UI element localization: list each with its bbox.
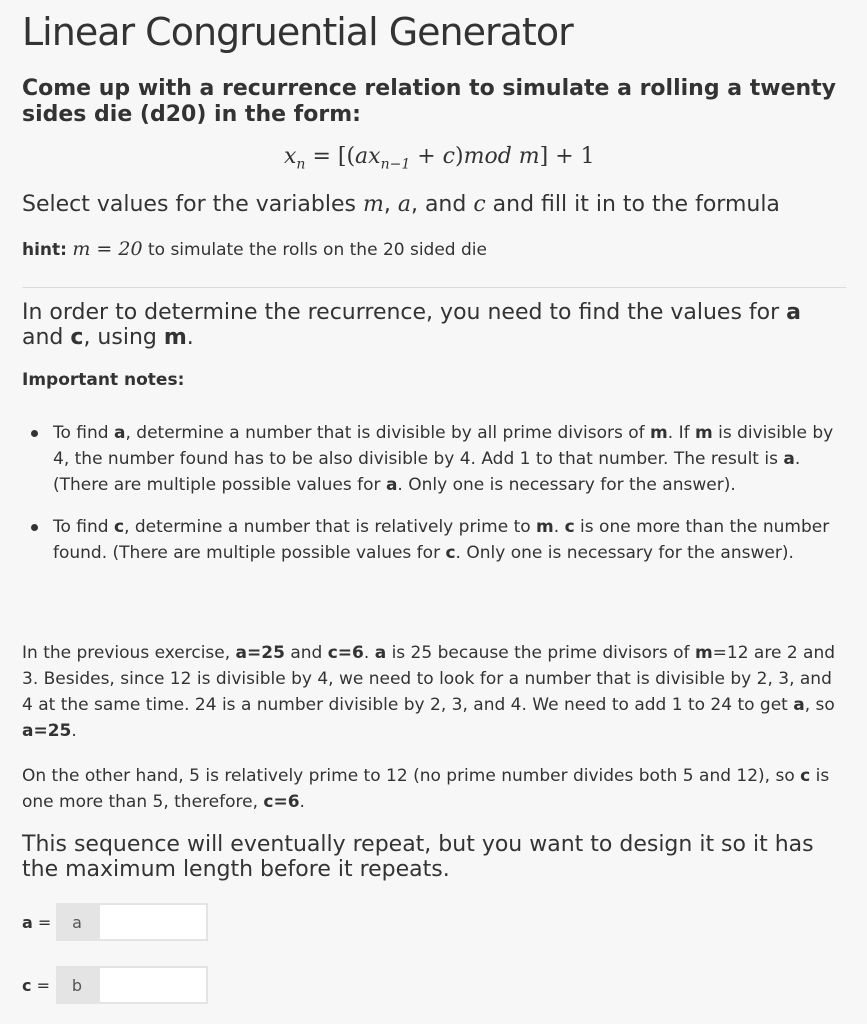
note-text: To find	[53, 517, 114, 537]
a-label	[22, 913, 56, 932]
para-bold: c=6	[327, 643, 364, 663]
sequence-note: This sequence will eventually repeat, but you want to design it so it has the maximum length before it repeats.	[22, 832, 814, 882]
intro-part: and	[22, 325, 71, 350]
note-text: , determine a number that is divisible by all prime divisors of	[125, 423, 651, 443]
intro-part: .	[186, 325, 194, 350]
note-bold: m	[694, 423, 713, 443]
answer-row-c	[22, 966, 208, 1004]
note-bold: c	[564, 517, 575, 537]
notes-title: Important notes:	[22, 370, 185, 390]
select-sep: ,	[383, 192, 398, 217]
select-text: and fill it in to the formula	[485, 192, 780, 217]
note-bold: c	[113, 517, 125, 537]
hint	[22, 238, 487, 260]
para-bold: a	[793, 695, 805, 715]
formula-lhs: x	[284, 144, 297, 169]
var-m: m	[362, 192, 384, 217]
section-divider	[22, 287, 846, 288]
note-bold: c	[445, 543, 456, 563]
hint-text: to simulate the rolls on the 20 sided die	[142, 240, 487, 260]
previous-exercise-paragraph	[22, 640, 846, 744]
a-label-eq: =	[32, 912, 52, 932]
formula-a: a	[355, 144, 369, 169]
intro-m: m	[163, 325, 187, 350]
c-label-var: c	[22, 975, 32, 995]
relatively-prime-paragraph	[22, 763, 846, 815]
bullet-icon	[31, 524, 38, 531]
note-text: , determine a number that is relatively prime to	[124, 517, 537, 537]
para-bold: c	[800, 766, 811, 786]
para-text: .	[299, 792, 305, 812]
para-text: and	[284, 643, 328, 663]
formula-x-sub: n−1	[380, 156, 411, 173]
note-find-a	[22, 420, 846, 498]
formula-x: x	[368, 144, 381, 169]
note-text: . Only one is necessary for the answer).	[397, 475, 736, 495]
para-text: In the previous exercise,	[22, 643, 236, 663]
intro-text	[22, 300, 846, 350]
intro-part: , using	[83, 325, 164, 350]
intro-c: c	[70, 325, 84, 350]
para-text: is one more than 5, therefore,	[22, 766, 830, 812]
select-instruction	[22, 192, 780, 217]
prompt-lead: Come up with a recurrence relation to simulate a rolling a twenty sides die (d20) in the form:	[22, 76, 837, 127]
note-text: . Only one is necessary for the answer).	[455, 543, 794, 563]
formula-tail: ] + 1	[539, 144, 595, 169]
c-label-eq: =	[31, 975, 50, 995]
select-text: Select values for the variables	[22, 192, 363, 217]
hint-label: hint:	[22, 240, 67, 260]
para-text: =12 are 2 and 3. Besides, since 12 is divisible by 4, we need to look for a number that is divisible by 2, 3, and 4 at the same time. 24 is a number divisible by 2, 3, and 4. We need to add 1 to 24 to get	[22, 643, 836, 715]
note-bold: a	[113, 423, 126, 443]
select-sep: , and	[410, 192, 474, 217]
note-bold: m	[536, 517, 554, 537]
a-value-input[interactable]	[98, 903, 208, 941]
c-value-input[interactable]	[98, 966, 208, 1004]
note-text: is divisible by 4, the number found has to be also divisible by 4. Add 1 to that number. The result is	[53, 423, 834, 469]
note-bold: m	[650, 423, 668, 443]
formula-c: c	[442, 144, 455, 169]
para-text: On the other hand, 5 is relatively prime to 12 (no prime number divides both 5 and 12), so	[22, 766, 801, 786]
c-input-prefix: b	[56, 966, 98, 1004]
formula-m: m	[518, 144, 540, 169]
para-bold: a=25	[22, 721, 72, 741]
para-text: .	[71, 721, 77, 741]
note-text: is one more than the number found. (There are multiple possible values for	[53, 517, 830, 563]
var-c: c	[473, 192, 486, 217]
formula-close: )	[455, 144, 464, 169]
note-text: . If	[667, 423, 695, 443]
intro-a: a	[786, 300, 802, 325]
para-bold: a=25	[235, 643, 285, 663]
bullet-icon	[31, 430, 38, 437]
page-title: Linear Congruential Generator	[22, 10, 573, 54]
note-text: To find	[53, 423, 114, 443]
formula-plus: +	[410, 144, 443, 169]
para-bold: c=6	[263, 792, 300, 812]
var-a: a	[397, 192, 411, 217]
intro-part: In order to determine the recurrence, you need to find the values for	[22, 300, 787, 325]
formula-lhs-sub: n	[296, 156, 306, 173]
para-text: .	[363, 643, 375, 663]
note-bold: a	[783, 449, 795, 469]
formula-eq: = [(	[305, 144, 356, 169]
answer-row-a	[22, 903, 208, 941]
note-bold: a	[385, 475, 398, 495]
notes-list	[22, 420, 846, 582]
para-text: is 25 because the prime divisors of	[386, 643, 695, 663]
note-text: .(There are multiple possible values for	[53, 449, 801, 495]
para-bold: a	[374, 643, 387, 663]
a-input-prefix: a	[56, 903, 98, 941]
para-bold: m	[694, 643, 713, 663]
formula-mod: mod	[463, 144, 512, 169]
para-text: , so	[804, 695, 835, 715]
note-text: .	[553, 517, 565, 537]
hint-math: m = 20	[72, 238, 143, 260]
a-label-var: a	[22, 912, 33, 932]
recurrence-formula	[284, 144, 595, 172]
note-find-c	[22, 514, 846, 566]
c-label	[22, 976, 56, 995]
